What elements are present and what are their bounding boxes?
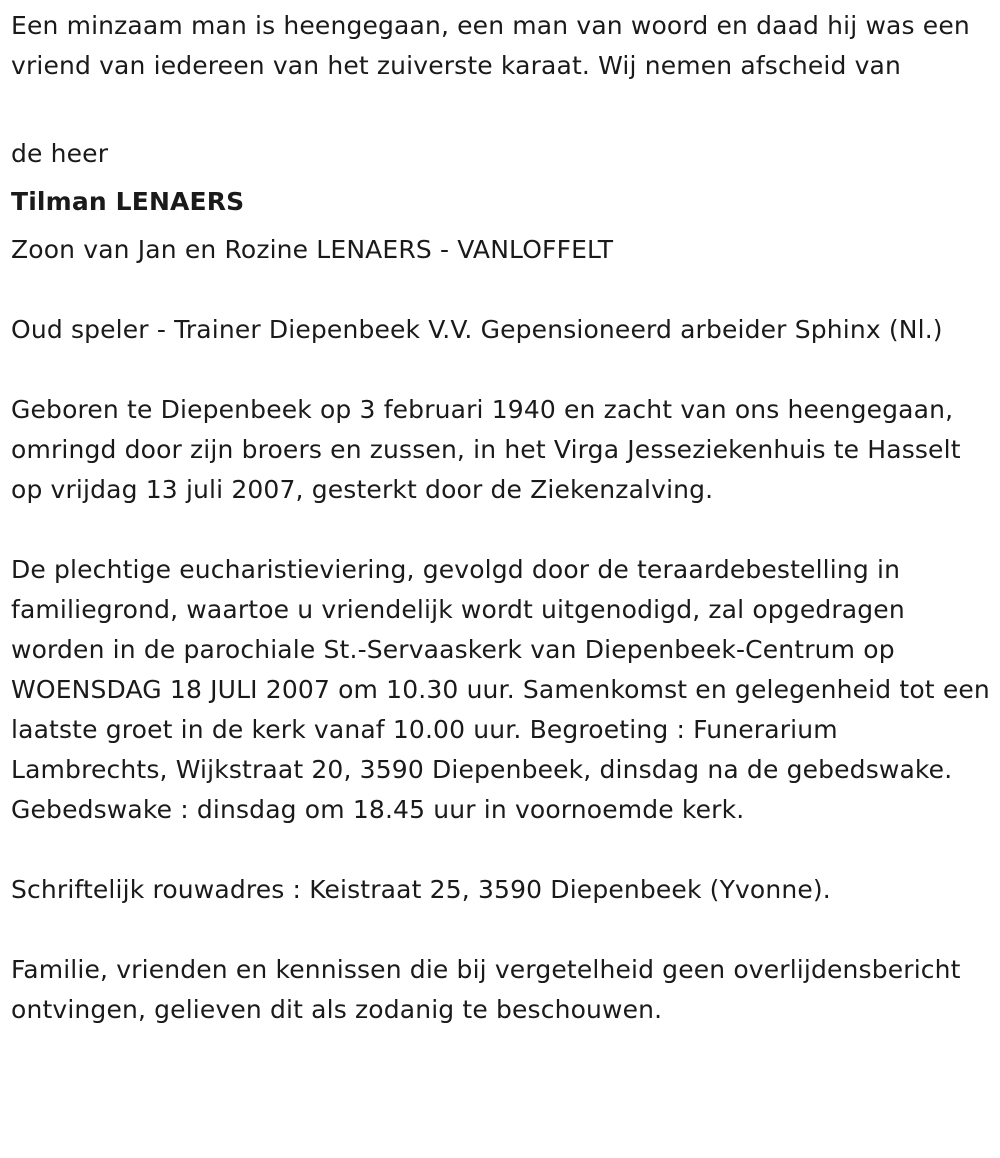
funeral-paragraph: De plechtige eucharistieviering, gevolgd door de teraardebestelling in familiegrond, waartoe u vriendelijk wordt uitgenodigd, zal opgedragen worden in de parochiale St.-Servaaskerk van Diepenbeek-Centrum op WOENSDAG 18 JULI 2007 om 10.30 uur. Samenkomst en gelegenheid tot een laatste groet in de kerk vanaf 10.00 uur. Begroeting : Funerarium Lambrechts, Wijkstraat 20, 3590 Diepenbeek, dinsdag na de gebedswake. Gebedswake : dinsdag om 18.45 uur in voornoemde kerk.	[11, 555, 990, 824]
obituary-notice	[11, 6, 991, 1030]
birth-death-paragraph: Geboren te Diepenbeek op 3 februari 1940 en zacht van ons heengegaan, omringd door zijn broers en zussen, in het Virga Jesseziekenhuis te Hasselt op vrijdag 13 juli 2007, gesterkt door de Ziekenzalving.	[11, 395, 961, 504]
mourning-address: Schriftelijk rouwadres : Keistraat 25, 3590 Diepenbeek (Yvonne).	[11, 875, 831, 904]
paragraph-gap	[11, 830, 991, 870]
paragraph-gap	[11, 910, 991, 950]
paragraph-gap	[11, 270, 991, 310]
parents-line: Zoon van Jan en Rozine LENAERS - VANLOFFELT	[11, 235, 614, 264]
honorific-title: de heer	[11, 139, 109, 168]
deceased-name: Tilman LENAERS	[11, 187, 245, 216]
paragraph-gap	[11, 86, 991, 126]
paragraph-gap	[11, 510, 991, 550]
closing-paragraph: Familie, vrienden en kennissen die bij vergetelheid geen overlijdensbericht ontvingen, gelieven dit als zodanig te beschouwen.	[11, 955, 961, 1024]
occupation-paragraph: Oud speler - Trainer Diepenbeek V.V. Gepensioneerd arbeider Sphinx (Nl.)	[11, 315, 943, 344]
intro-paragraph: Een minzaam man is heengegaan, een man van woord en daad hij was een vriend van iedereen van het zuiverste karaat. Wij nemen afscheid van	[11, 11, 970, 80]
paragraph-gap	[11, 350, 991, 390]
